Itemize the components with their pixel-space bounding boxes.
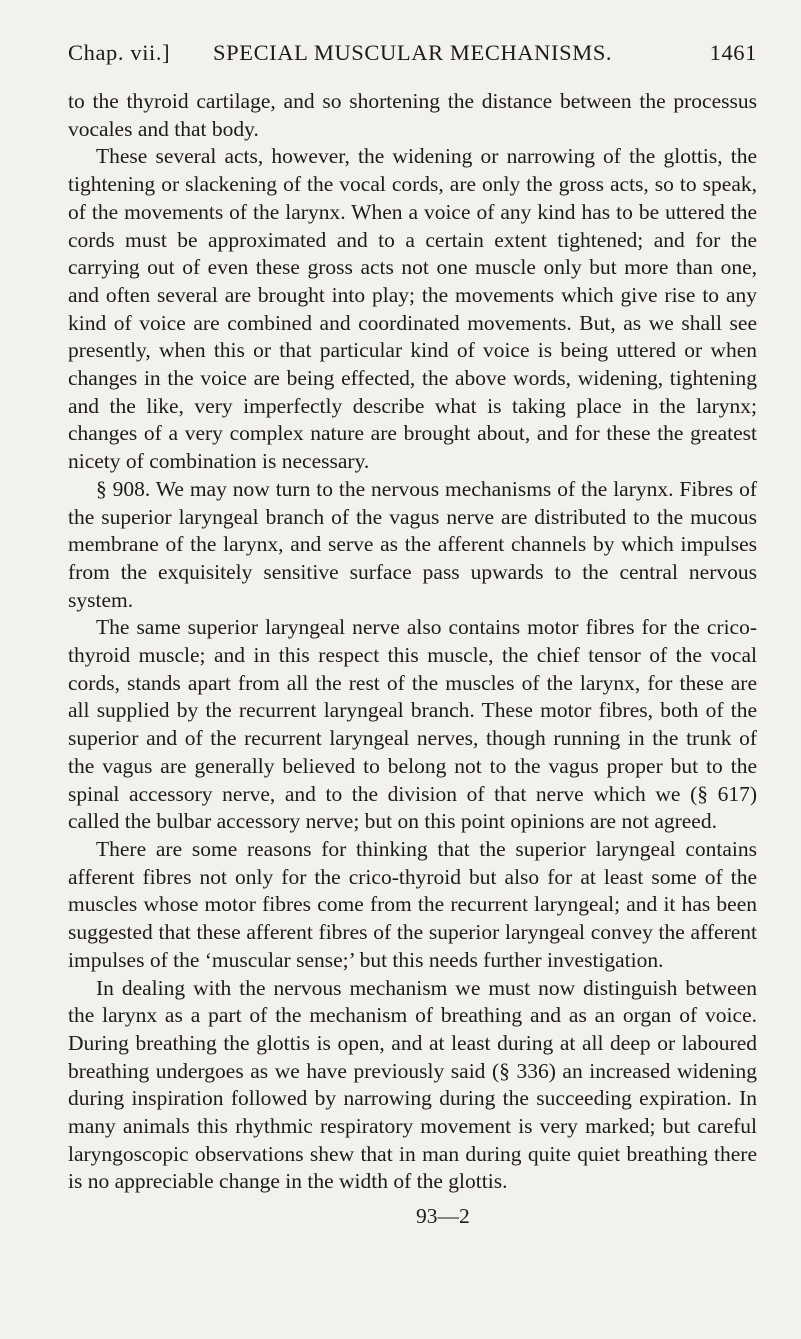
paragraph: There are some reasons for thinking that the superior laryngeal contains afferent fibres not only for the crico-thyroid but also for at least some of the muscles whose motor fibres come from the recurrent laryngeal; and it has been suggested that these afferent fibres of the superior laryngeal convey the afferent impulses of the ‘muscular sense;’ but this needs further investigation.: [68, 836, 757, 972]
paragraph: These several acts, however, the widening or narrowing of the glottis, the tightening or slackening of the vocal cords, are only the gross acts, so to speak, of the movements of the larynx. When a voice of any kind has to be uttered the cords must be approximated and to a certain extent tightened; and for the carrying out of even these gross acts not one muscle only but more than one, and often several are brought into play; the movements which give rise to any kind of voice are combined and coordinated movements. But, as we shall see presently, when this or that particular kind of voice is being uttered or when changes in the voice are being effected, the above words, widening, tightening and the like, very imperfectly describe what is taking place in the larynx; changes of a very complex nature are brought about, and for these the greatest nicety of combination is necessary.: [68, 144, 757, 474]
chapter-label: Chap. vii.]: [68, 40, 171, 65]
signature-mark: 93—2: [416, 1204, 470, 1229]
paragraph: In dealing with the nervous mechanism we must now distinguish between the larynx as a part of the mechanism of breathing and as an organ of voice. During breathing the glottis is open, and at least during at all deep or laboured breathing undergoes as we have previously said (§ 336) an increased widening during inspiration followed by narrowing during the succeeding expiration. In many animals this rhythmic respiratory movement is very marked; but careful laryngoscopic observations shew that in man during quite quiet breathing there is no appreciable change in the width of the glottis.: [68, 975, 757, 1194]
body-text: [68, 88, 757, 1196]
running-head: [68, 40, 757, 78]
paragraph: to the thyroid cartilage, and so shortening the distance between the processus vocales and that body.: [68, 89, 757, 141]
paragraph-section-908: § 908. We may now turn to the nervous mechanisms of the larynx. Fibres of the superior laryngeal branch of the vagus nerve are distributed to the mucous membrane of the larynx, and serve as the afferent channels by which impulses from the exquisitely sensitive surface pass upwards to the central nervous system.: [68, 476, 757, 612]
page-number: 1461: [709, 40, 757, 65]
running-title: SPECIAL MUSCULAR MECHANISMS.: [213, 40, 613, 65]
paragraph: The same superior laryngeal nerve also contains motor fibres for the crico-thyroid muscle; and in this respect this muscle, the chief tensor of the vocal cords, stands apart from all the rest of the muscles of the larynx, for these are all supplied by the recurrent laryngeal branch. These motor fibres, both of the superior and of the recurrent laryngeal nerves, though running in the trunk of the vagus are generally believed to belong not to the vagus proper but to the spinal accessory nerve, and to the division of that nerve which we (§ 617) called the bulbar accessory nerve; but on this point opinions are not agreed.: [68, 615, 757, 834]
